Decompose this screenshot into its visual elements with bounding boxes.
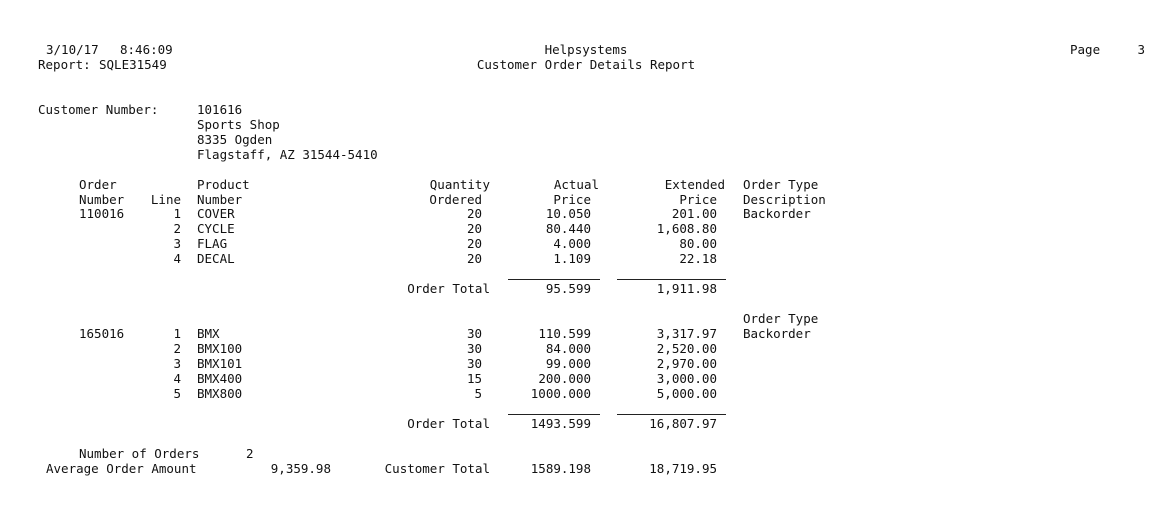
extended-subtotal-rule (617, 414, 726, 415)
actual-price: 1.109 (553, 251, 591, 266)
col-actual-price-header-2: Price (553, 192, 591, 207)
actual-price: 80.440 (545, 221, 591, 236)
actual-price: 99.000 (545, 356, 591, 371)
line-number: 1 (173, 206, 181, 221)
quantity-ordered: 20 (466, 251, 482, 266)
extended-price: 1,608.80 (656, 221, 717, 236)
actual-price: 10.050 (545, 206, 591, 221)
order-total-price: 95.599 (545, 281, 591, 296)
report-id: SQLE31549 (99, 57, 167, 72)
col-quantity-header-2: Ordered (429, 192, 482, 207)
company-name: Helpsystems (544, 42, 628, 57)
page-number: 3 (1137, 42, 1145, 57)
order-type-label: Order Type (743, 311, 819, 326)
col-actual-price-header-1: Actual (553, 177, 599, 192)
product-number: BMX400 (197, 371, 243, 386)
report-date: 3/10/17 (46, 42, 99, 57)
average-order-amount-label: Average Order Amount (46, 461, 197, 476)
product-number: DECAL (197, 251, 235, 266)
page-label: Page (1070, 42, 1101, 57)
actual-price: 110.599 (538, 326, 591, 341)
quantity-ordered: 30 (466, 326, 482, 341)
line-number: 1 (173, 326, 181, 341)
order-total-price: 1493.599 (530, 416, 591, 431)
report-title: Customer Order Details Report (476, 57, 696, 72)
col-order-type-header-2: Description (743, 192, 826, 207)
col-order-type-header-1: Order Type (743, 177, 819, 192)
product-number: BMX100 (197, 341, 243, 356)
order-number: 110016 (79, 206, 125, 221)
customer-name: Sports Shop (197, 117, 280, 132)
line-number: 3 (173, 356, 181, 371)
extended-price: 3,317.97 (656, 326, 717, 341)
price-subtotal-rule (508, 279, 600, 280)
extended-price: 3,000.00 (656, 371, 717, 386)
average-order-amount-value: 9,359.98 (270, 461, 331, 476)
customer-address-line1: 8335 Ogden (197, 132, 273, 147)
customer-total-price: 1589.198 (530, 461, 591, 476)
product-number: COVER (197, 206, 235, 221)
extended-subtotal-rule (617, 279, 726, 280)
order-total-extended: 16,807.97 (649, 416, 717, 431)
actual-price: 84.000 (545, 341, 591, 356)
col-quantity-header-1: Quantity (429, 177, 490, 192)
price-subtotal-rule (508, 414, 600, 415)
order-total-label: Order Total (407, 281, 490, 296)
line-number: 4 (173, 371, 181, 386)
extended-price: 2,520.00 (656, 341, 717, 356)
product-number: CYCLE (197, 221, 235, 236)
extended-price: 201.00 (671, 206, 717, 221)
line-number: 2 (173, 221, 181, 236)
actual-price: 200.000 (538, 371, 591, 386)
actual-price: 1000.000 (530, 386, 591, 401)
col-extended-price-header-1: Extended (664, 177, 725, 192)
extended-price: 5,000.00 (656, 386, 717, 401)
order-type: Backorder (743, 206, 811, 221)
order-number: 165016 (79, 326, 125, 341)
number-of-orders-value: 2 (246, 446, 254, 461)
customer-address-line2: Flagstaff, AZ 31544-5410 (197, 147, 378, 162)
line-number: 5 (173, 386, 181, 401)
customer-number-label: Customer Number: (38, 102, 159, 117)
extended-price: 80.00 (679, 236, 717, 251)
col-line-header: Line (150, 192, 181, 207)
product-number: BMX (197, 326, 220, 341)
line-number: 2 (173, 341, 181, 356)
col-order-number-header-2: Number (79, 192, 125, 207)
actual-price: 4.000 (553, 236, 591, 251)
col-product-header-2: Number (197, 192, 243, 207)
number-of-orders-label: Number of Orders (79, 446, 200, 461)
customer-total-label: Customer Total (384, 461, 490, 476)
product-number: BMX800 (197, 386, 243, 401)
line-number: 4 (173, 251, 181, 266)
order-total-extended: 1,911.98 (656, 281, 717, 296)
product-number: FLAG (197, 236, 228, 251)
col-extended-price-header-2: Price (679, 192, 717, 207)
extended-price: 2,970.00 (656, 356, 717, 371)
order-type: Backorder (743, 326, 811, 341)
col-product-header-1: Product (197, 177, 250, 192)
product-number: BMX101 (197, 356, 243, 371)
col-order-number-header-1: Order (79, 177, 117, 192)
quantity-ordered: 20 (466, 206, 482, 221)
quantity-ordered: 15 (466, 371, 482, 386)
quantity-ordered: 5 (474, 386, 482, 401)
quantity-ordered: 30 (466, 341, 482, 356)
customer-total-extended: 18,719.95 (649, 461, 717, 476)
report-time: 8:46:09 (120, 42, 173, 57)
line-number: 3 (173, 236, 181, 251)
order-total-label: Order Total (407, 416, 490, 431)
quantity-ordered: 20 (466, 236, 482, 251)
extended-price: 22.18 (679, 251, 717, 266)
quantity-ordered: 30 (466, 356, 482, 371)
report-label: Report: (38, 57, 91, 72)
customer-number: 101616 (197, 102, 243, 117)
quantity-ordered: 20 (466, 221, 482, 236)
